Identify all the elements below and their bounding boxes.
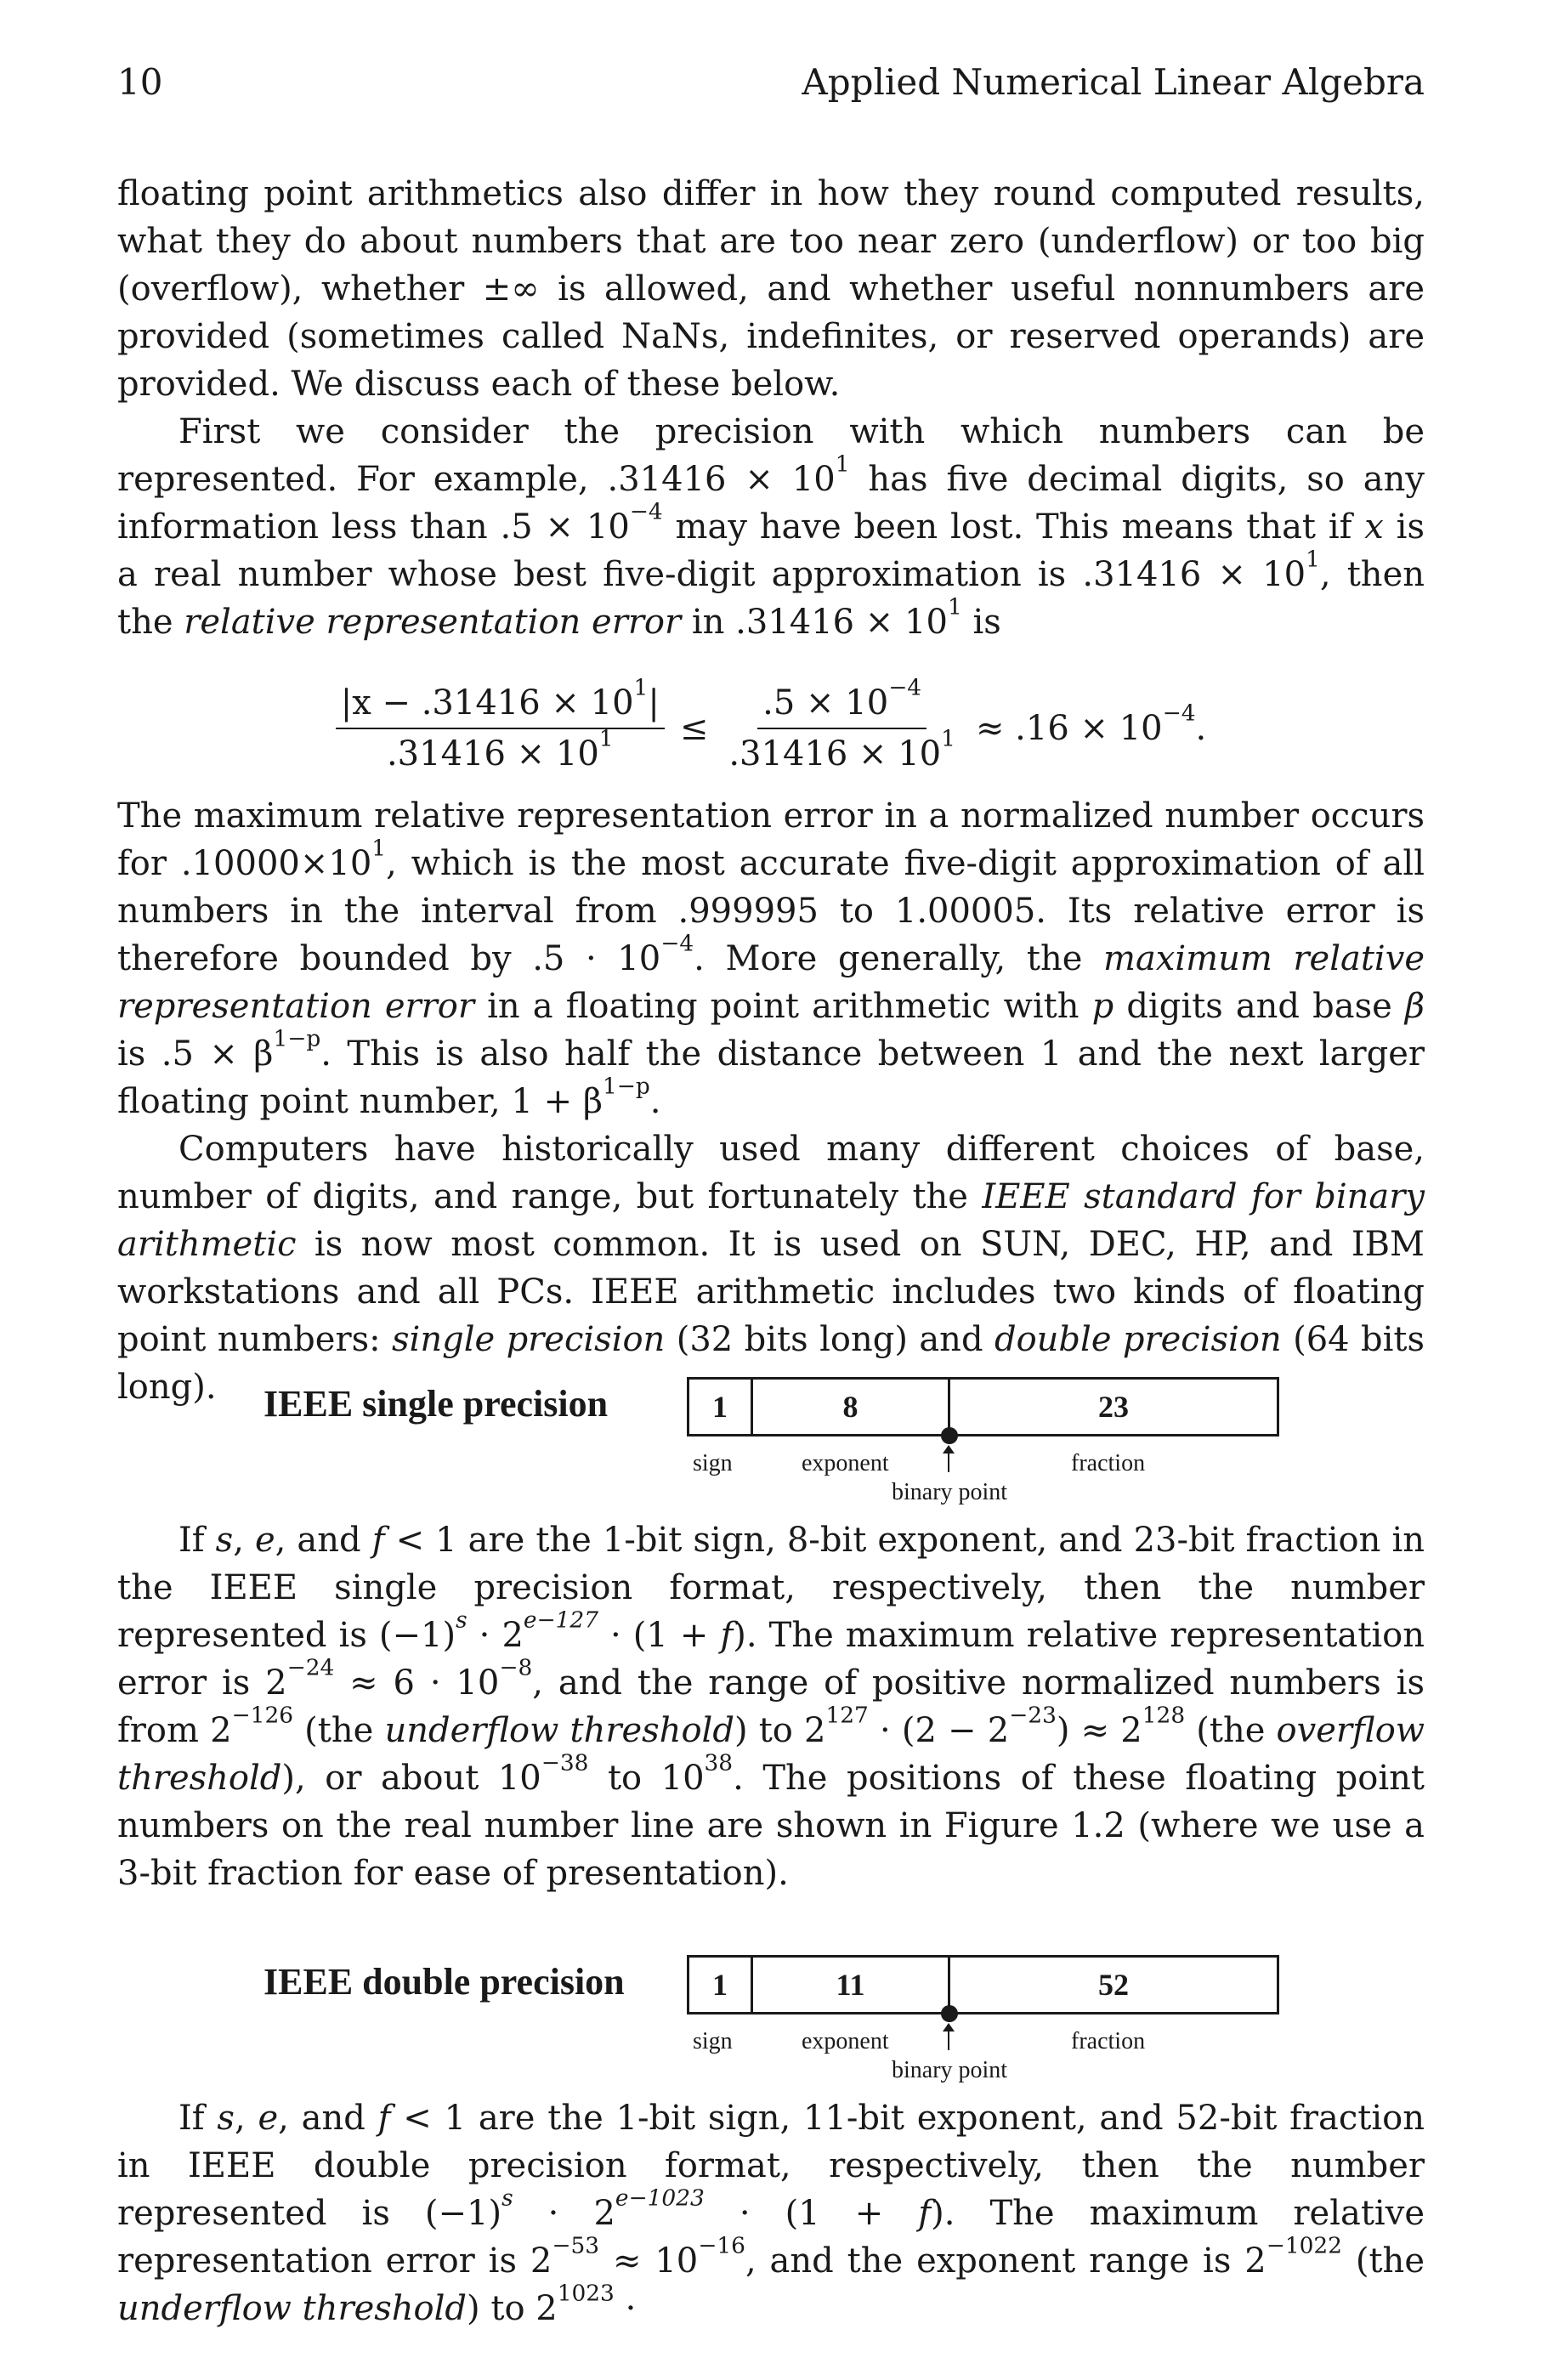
text-block-4 [117, 2094, 1425, 2332]
text-block-3 [117, 1516, 1425, 1897]
term-double-precision: double precision [994, 1320, 1282, 1359]
binary-point-dot [941, 2005, 958, 2022]
sign-label: sign [693, 1450, 733, 1476]
exponent-field: 8 [751, 1377, 950, 1436]
paragraph-single-precision: If s, e, and f < 1 are the 1-bit sign, 8-bit exponent, and 23-bit fraction in the IEEE single precision format, respectively, then the number represented is $(-1)^s \cdot 2^{e-127} \cdot (1 + f)$. The maximum relative representation error is $2^{-24} \approx 6 \cdot 10^{-8}$, and the range of positive normalized numbers is from $2^{-126}$ (the underflow threshold) to $2^{127} \cdot (2 - 2^{-23}) \approx 2^{128}$ (the overflow threshold), or about $10^{-38}$ to $10^{38}$. The positions of these floating point numbers on the real number line are shown in Figure 1.2 (where we use a 3-bit fraction for ease of presentation). [117, 1521, 1425, 1893]
single-precision-diagram [0, 1377, 1547, 1530]
binary-point-label: binary point [892, 2057, 1008, 2083]
leq-symbol: ≤ [679, 709, 709, 748]
fraction-field: 52 [948, 1955, 1279, 2014]
paragraph-precision: First we consider the precision with which numbers can be represented. For example, $.31416 \times 10^1$ has five decimal digits, so any information less than $.5 \times 10^{-4}$ may have been lost. This means that if x is a real number whose best five-digit approximation is $.31416 \times 10^1$, then the relative representation error in $.31416 \times 10^1$ is [117, 412, 1425, 642]
binary-point-label: binary point [892, 1479, 1008, 1505]
binary-point-dot [941, 1427, 958, 1444]
text-block-2 [117, 792, 1425, 1411]
book-title: Applied Numerical Linear Algebra [802, 61, 1425, 103]
binary-point-arrow [948, 2026, 949, 2050]
double-precision-title: IEEE double precision [264, 1961, 625, 2003]
display-equation [117, 673, 1425, 784]
approx-result: ≈ $.16 \times 10^{-4}$. [975, 700, 1207, 748]
paragraph-arith-differences: floating point arithmetics also differ in how they round computed results, what they do about numbers that are too near zero (underflow) or too big (overflow), whether ±∞ is allowed, and whether useful nonnumbers are provided (sometimes called NaNs, indefinites, or reserved operands) are provided. We discuss each of these below. [117, 174, 1425, 404]
paragraph-computers: Computers have historically used many different choices of base, number of digits, and range, but fortunately the IEEE standard for binary arithmetic is now most common. It is used on SUN, DEC, HP, and IBM workstations and all PCs. IEEE arithmetic includes two kinds of floating point numbers: single precision (32 bits long) and double precision (64 bits long). [117, 1130, 1425, 1407]
sign-label: sign [693, 2028, 733, 2054]
fraction-field: 23 [948, 1377, 1279, 1436]
paragraph-double-precision: If s, e, and f < 1 are the 1-bit sign, 11-bit exponent, and 52-bit fraction in IEEE double precision format, respectively, then the number represented is $(-1)^s \cdot 2^{e-1023} \cdot (1 + f)$. The maximum relative representation error is $2^{-53} \approx 10^{-16}$, and the exponent range is $2^{-1022}$ (the underflow threshold) to $2^{1023}$ · [117, 2099, 1425, 2328]
term-overflow-threshold: overflow threshold [117, 1711, 1425, 1798]
term-max-relative-error: maximum relative representation error [117, 939, 1425, 1026]
exponent-label: exponent [802, 1450, 889, 1476]
fraction-label: fraction [1071, 1450, 1146, 1476]
fraction-bound: $\frac{.5 \times 10^{-4}}{.31416 \times 10^1}$ [728, 674, 955, 774]
term-relative-representation-error: relative representation error [184, 603, 682, 642]
paragraph-max-error: The maximum relative representation error in a normalized number occurs for $.10000\times 10^1$, which is the most accurate five-digit approximation of all numbers in the interval from .999995 to 1.00005. Its relative error is therefore bounded by $.5 \cdot 10^{-4}$. More generally, the maximum relative representation error in a floating point arithmetic with p digits and base β is $.5 \times \beta^{1-p}$. This is also half the distance between 1 and the next larger floating point number, $1 + \beta^{1-p}$. [117, 796, 1425, 1121]
fraction-label: fraction [1071, 2028, 1146, 2054]
running-head [117, 61, 1425, 103]
text-block-1 [117, 170, 1425, 646]
binary-point-arrow [948, 1448, 949, 1472]
double-precision-diagram [0, 1955, 1547, 2108]
term-underflow-threshold: underflow threshold [384, 1711, 734, 1750]
page-number: 10 [117, 61, 163, 103]
term-single-precision: single precision [392, 1320, 666, 1359]
term-underflow-threshold: underflow threshold [117, 2289, 468, 2328]
sign-field: 1 [687, 1955, 753, 2014]
fraction-relative-error: $\frac{|x - .31416 \times 10^1|}{.31416 \times 10^1}$ [336, 683, 665, 774]
term-ieee-standard: IEEE standard for binary arithmetic [117, 1177, 1425, 1264]
single-precision-title: IEEE single precision [264, 1383, 609, 1425]
exponent-field: 11 [751, 1955, 950, 2014]
sign-field: 1 [687, 1377, 753, 1436]
exponent-label: exponent [802, 2028, 889, 2054]
